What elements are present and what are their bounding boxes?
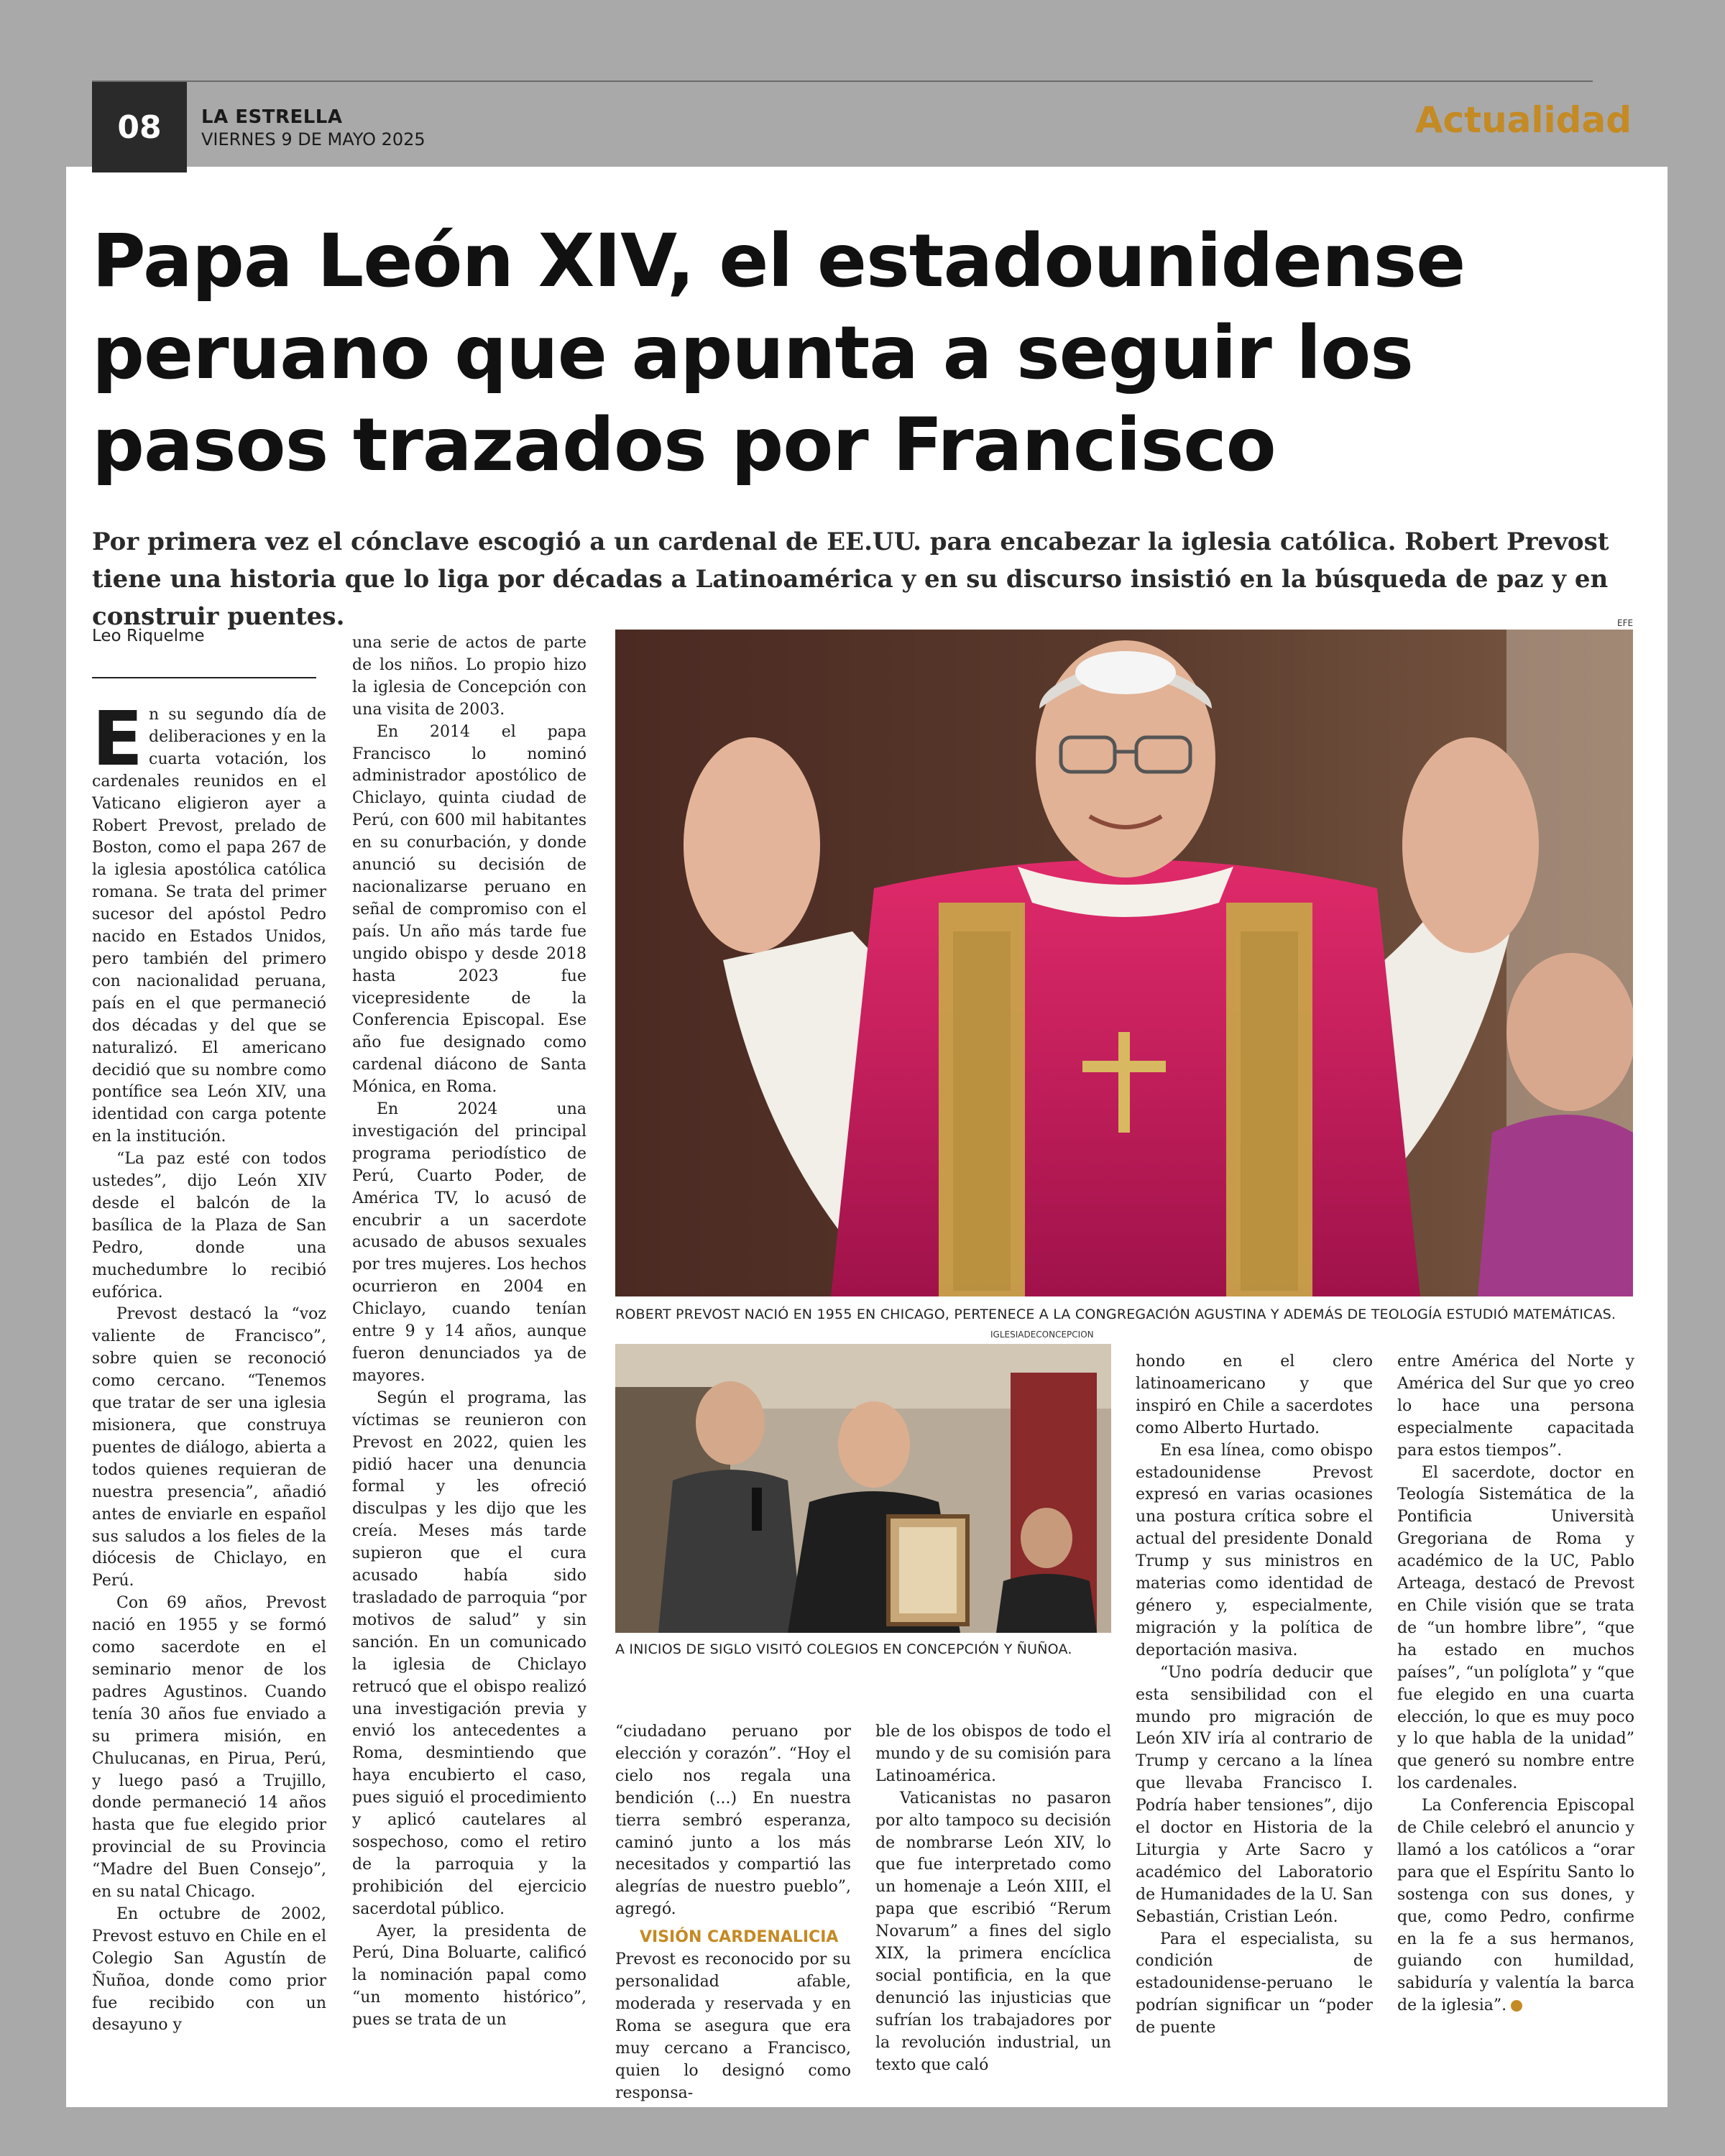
main-photo	[615, 630, 1633, 1296]
lede: Por primera vez el cónclave escogió a un cardenal de EE.UU. para encabezar la iglesia católica. Robert Prevost tiene una historia que lo liga por décadas a Latinoamérica y en su discurso insistió en la búsqueda de paz y en construir puentes.	[92, 528, 1609, 631]
second-photo	[615, 1344, 1111, 1633]
article-column-6	[1397, 1351, 1634, 2017]
second-photo-caption: A INICIOS DE SIGLO VISITÓ COLEGIOS EN CONCEPCIÓN Y ÑUÑOA.	[615, 1641, 1072, 1657]
paragraph: Ayer, la presidenta de Perú, Dina Boluarte, calificó la nominación papal como “un momento histórico”, pues se trata de un	[352, 1922, 586, 2030]
headline: Papa León XIV, el estadounidense peruano que apunta a seguir los pasos trazados por Francisco	[92, 218, 1466, 488]
paragraph: En 2024 una investigación del principal programa periodístico de Perú, Cuarto Poder, de América TV, lo acusó de encubrir a un sacerdote acusado de abusos sexuales por tres mujeres. Los hechos ocurrieron en 2004 en Chiclayo, cuando tenían entre 9 y 14 años, aunque fueron denunciados ya de mayores.	[352, 1100, 586, 1385]
paragraph: Vaticanistas no pasaron por alto tampoco su decisión de nombrarse León XIV, lo que fue interpretado como un homenaje a León XIII, el papa que escribió “Rerum Novarum” a fines del siglo XIX, la primera encíclica social pontificia, en la que denunció las injusticias que sufrían los trabajadores por la revolución industrial, un texto que caló	[875, 1789, 1111, 2074]
paragraph: Para el especialista, su condición de estadounidense-peruano le podrían significar un “poder de puente	[1136, 1930, 1373, 2037]
article-column-1	[92, 695, 326, 2037]
paragraph: “Uno podría deducir que esta sensibilidad con el mundo pro migración de León XIV iría al contrario de Trump y cercano a la línea que llevaba Francisco I. Podría haber tensiones”, dijo el doctor en Historia de la Liturgia y Arte Sacro y académico del Laboratorio de Humanidades de la U. San Sebastián, Cristian León.	[1136, 1663, 1373, 1926]
paragraph: La Conferencia Episcopal de Chile celebró el anuncio y llamó a los católicos a “orar para que el Espíritu Santo lo sostenga con sus dones, y que, como Pedro, confirme en la fe a sus hermanos, guiando con humildad, sabiduría y valentía la barca de la iglesia”.	[1397, 1797, 1634, 2015]
paragraph: ble de los obispos de todo el mundo y de su comisión para Latinoamérica.	[875, 1723, 1111, 1785]
byline-rule	[92, 677, 316, 678]
paragraph: Prevost destacó la “voz valiente de Francisco”, sobre quien se reconoció como cercano. “Tenemos que tratar de ser una iglesia misionera, que construya puentes de diálogo, abierta a todos quienes requieran de nuestra presencia”, añadió antes de enviarle en español sus saludos a los fieles de la diócesis de Chiclayo, en Perú.	[92, 1305, 326, 1590]
main-photo-caption: ROBERT PREVOST NACIÓ EN 1955 EN CHICAGO, PERTENECE A LA CONGREGACIÓN AGUSTINA Y ADEMÁS DE TEOLOGÍA ESTUDIÓ MATEMÁTICAS.	[615, 1307, 1616, 1322]
section-label: Actualidad	[1414, 99, 1632, 141]
article-column-4	[875, 1721, 1111, 2077]
header-rule	[92, 80, 1593, 82]
paragraph: El sacerdote, doctor en Teología Sistemática de la Pontificia Università Gregoriana de Roma y académico de la UC, Pablo Arteaga, destacó de Prevost en Chile visión que se trata de “un hombre libre”, “que ha estado en muchos países”, “un políglota” y “que fue elegido en una cuarta elección, lo que es muy poco y lo que habla de la unidad” que generó su nombre entre los cardenales.	[1397, 1463, 1634, 1793]
paragraph: En esa línea, como obispo estadounidense Prevost expresó en varias ocasiones una postura crítica sobre el actual del presidente Donald Trump y sus ministros en materias como identidad de género y, especialmente, migración y la política de deportación masiva.	[1136, 1441, 1373, 1659]
paragraph: “La paz esté con todos ustedes”, dijo León XIV desde el balcón de la basílica de la Plaza de San Pedro, donde una muchedumbre lo recibió eufórica.	[92, 1150, 326, 1302]
paragraph: “ciudadano peruano por elección y corazón”. “Hoy el cielo nos regala una bendición (...) En nuestra tierra sembró esperanza, caminó junto a los más necesitados y compartió las alegrías de nuestro pueblo”, agregó.	[615, 1723, 851, 1919]
newspaper-name: LA ESTRELLA	[201, 106, 343, 128]
drop-cap: E	[92, 695, 144, 783]
paragraph: hondo en el clero latinoamericano y que inspiró en Chile a sacerdotes como Alberto Hurtado.	[1136, 1353, 1373, 1437]
paragraph: Con 69 años, Prevost nació en 1955 y se formó como sacerdote en el seminario menor de los padres Agustinos. Cuando tenía 30 años fue enviado a su primera misión, en Chulucanas, en Pirua, Perú, y luego pasó a Trujillo, donde permaneció 14 años hasta que fue elegido prior provincial de su Provincia “Madre del Buen Consejo”, en su natal Chicago.	[92, 1594, 326, 1902]
subhead: VISIÓN CARDENALICIA	[640, 1928, 839, 1947]
end-of-article-icon	[1511, 2000, 1522, 2012]
article-column-3	[615, 1721, 851, 2104]
paragraph: Según el programa, las víctimas se reunieron con Prevost en 2022, quien les pidió hacer una denuncia formal y les ofreció disculpas y les dijo que les creía. Meses más tarde supieron que el cura acusado había sido trasladado de parroquia “por motivos de salud” y sin sanción. En un comunicado la iglesia de Chiclayo retrucó que el obispo realizó una investigación previa y envió los antecedentes a Roma, desmintiendo que haya encubierto el caso, pues siguió el procedimiento y aplicó cautelares al sospechoso, como el retiro de la parroquia y la prohibición del ejercicio sacerdotal público.	[352, 1388, 586, 1918]
issue-date: VIERNES 9 DE MAYO 2025	[201, 129, 426, 149]
article-column-2	[352, 632, 586, 2032]
paragraph: En 2014 el papa Francisco lo nominó administrador apostólico de Chiclayo, quinta ciudad de Perú, con 600 mil habitantes en su conurbación, y donde anunció su decisión de nacionalizarse peruano en señal de compromiso con el país. Un año más tarde fue ungido obispo y desde 2018 hasta 2023 fue vicepresidente de la Conferencia Episcopal. Ese año fue designado como cardenal diácono de Santa Mónica, en Roma.	[352, 722, 586, 1097]
pope-photo-illustration	[615, 630, 1633, 1296]
page-number: 08	[92, 82, 187, 172]
paragraph: una serie de actos de parte de los niños. Lo propio hizo la iglesia de Concepción con una visita de 2003.	[352, 634, 586, 719]
paragraph: En su segundo día de deliberaciones y en la cuarta votación, los cardenales reunidos en el Vaticano eligieron ayer a Robert Prevost, prelado de Boston, como el papa 267 de la iglesia apostólica católica romana. Se trata del primer sucesor del apóstol Pedro nacido en Estados Unidos, pero también del primero con nacionalidad peruana, país en el que permaneció dos décadas y del que se naturalizó. El americano decidió que su nombre como pontífice sea León XIV, una identidad con carga potente en la institución.	[92, 695, 326, 1146]
second-photo-credit: IGLESIADECONCEPCION	[990, 1330, 1094, 1340]
visit-photo-illustration	[615, 1344, 1111, 1633]
paragraph: entre América del Norte y América del Sur que yo creo lo hace una persona especialmente capacitada para estos tiempos”.	[1397, 1353, 1634, 1460]
article-column-5	[1136, 1351, 1373, 2040]
paragraph: En octubre de 2002, Prevost estuvo en Chile en el Colegio San Agustín de Ñuñoa, donde como prior fue recibido con un desayuno y	[92, 1904, 326, 2035]
byline: Leo Riquelme	[92, 627, 205, 645]
paragraph: Prevost es reconocido por su personalidad afable, moderada y reservada y en Roma se asegura que era muy cercano a Francisco, quien lo designó como responsa-	[615, 1950, 851, 2102]
main-photo-credit: EFE	[1617, 618, 1634, 628]
